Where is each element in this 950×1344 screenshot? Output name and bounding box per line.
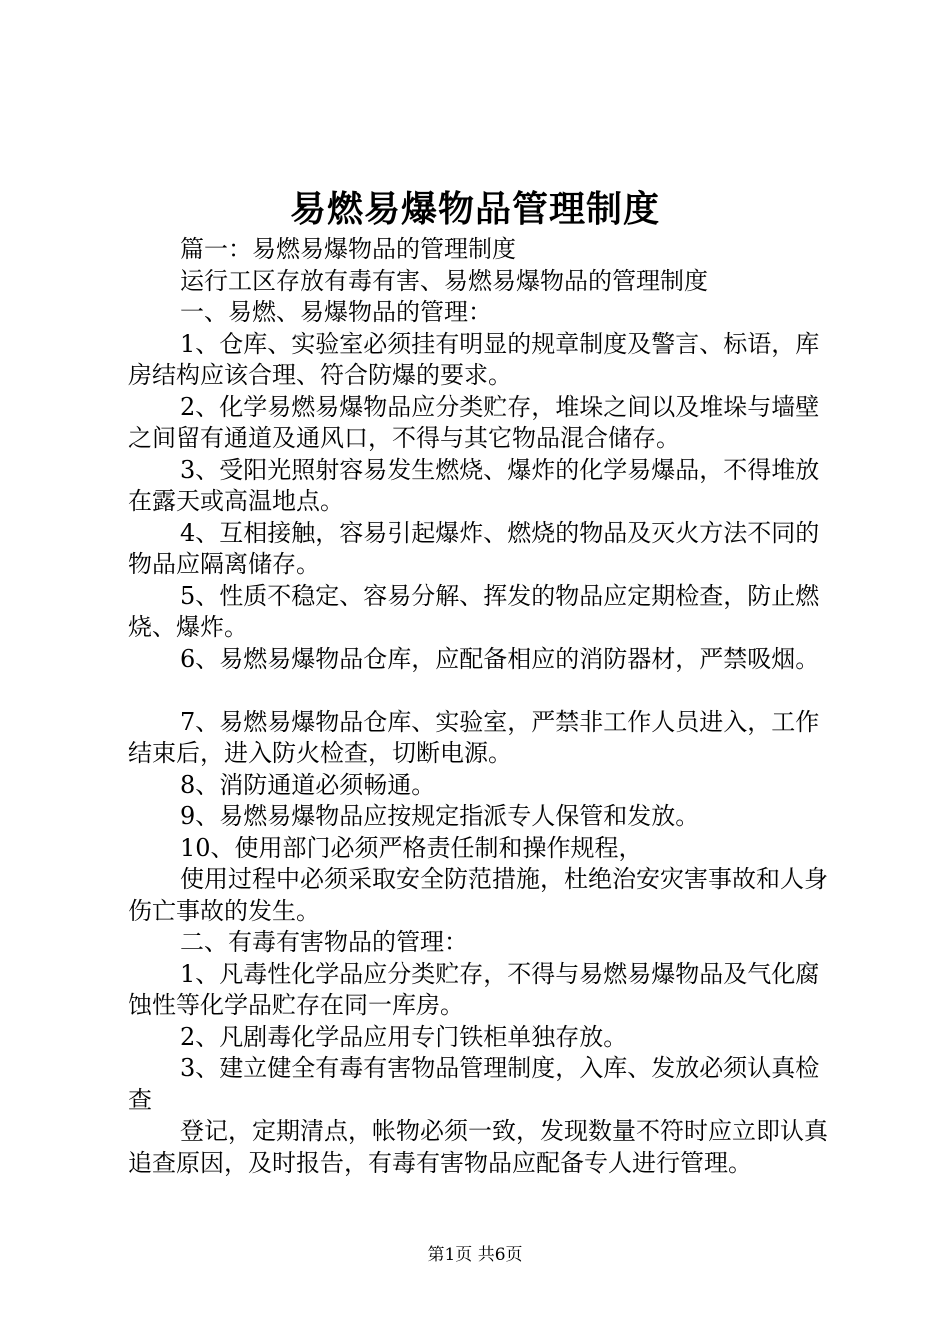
paragraph-5: 2、化学易燃易爆物品应分类贮存，堆垛之间以及堆垛与墙壁之间留有通道及通风口，不得与其它物品混合储存。 [128, 392, 820, 452]
paragraph-2: 运行工区存放有毒有害、易燃易爆物品的管理制度 [180, 266, 708, 295]
paragraph-12: 9、易燃易爆物品应按规定指派专人保管和发放。 [180, 802, 700, 830]
paragraph-15: 二、有毒有害物品的管理： [180, 928, 468, 956]
paragraph-14: 使用过程中必须采取安全防范措施，杜绝治安灾害事故和人身伤亡事故的发生。 [128, 865, 828, 925]
paragraph-6: 3、受阳光照射容易发生燃烧、爆炸的化学易爆品，不得堆放在露天或高温地点。 [128, 455, 820, 515]
document-title: 易燃易爆物品管理制度 [289, 188, 660, 230]
paragraph-9: 6、易燃易爆物品仓库，应配备相应的消防器材，严禁吸烟。 [180, 644, 820, 673]
paragraph-4: 1、仓库、实验室必须挂有明显的规章制度及警言、标语，库房结构应该合理、符合防爆的要求。 [128, 329, 820, 389]
paragraph-11: 8、消防通道必须畅通。 [180, 770, 436, 799]
paragraph-7: 4、互相接触，容易引起爆炸、燃烧的物品及灭火方法不同的物品应隔离储存。 [128, 518, 820, 578]
paragraph-16: 1、凡毒性化学品应分类贮存，不得与易燃易爆物品及气化腐蚀性等化学品贮存在同一库房。 [128, 959, 820, 1019]
paragraph-10: 7、易燃易爆物品仓库、实验室，严禁非工作人员进入，工作结束后，进入防火检查，切断电源。 [128, 707, 820, 767]
paragraph-18: 3、建立健全有毒有害物品管理制度，入库、发放必须认真检查 [128, 1054, 820, 1114]
paragraph-3: 一、易燃、易爆物品的管理： [180, 298, 492, 326]
paragraph-8: 5、性质不稳定、容易分解、挥发的物品应定期检查，防止燃烧、爆炸。 [128, 581, 820, 641]
blank-line [128, 675, 838, 707]
page-footer: 第1页 共6页 [427, 1245, 523, 1265]
paragraph-13: 10、使用部门必须严格责任制和操作规程， [180, 833, 643, 862]
document-body [128, 234, 838, 1179]
paragraph-17: 2、凡剧毒化学品应用专门铁柜单独存放。 [180, 1022, 628, 1051]
paragraph-19: 登记，定期清点，帐物必须一致，发现数量不符时应立即认真追查原因，及时报告，有毒有害物品应配备专人进行管理。 [128, 1117, 828, 1177]
paragraph-1: 篇一：易燃易爆物品的管理制度 [180, 235, 516, 263]
